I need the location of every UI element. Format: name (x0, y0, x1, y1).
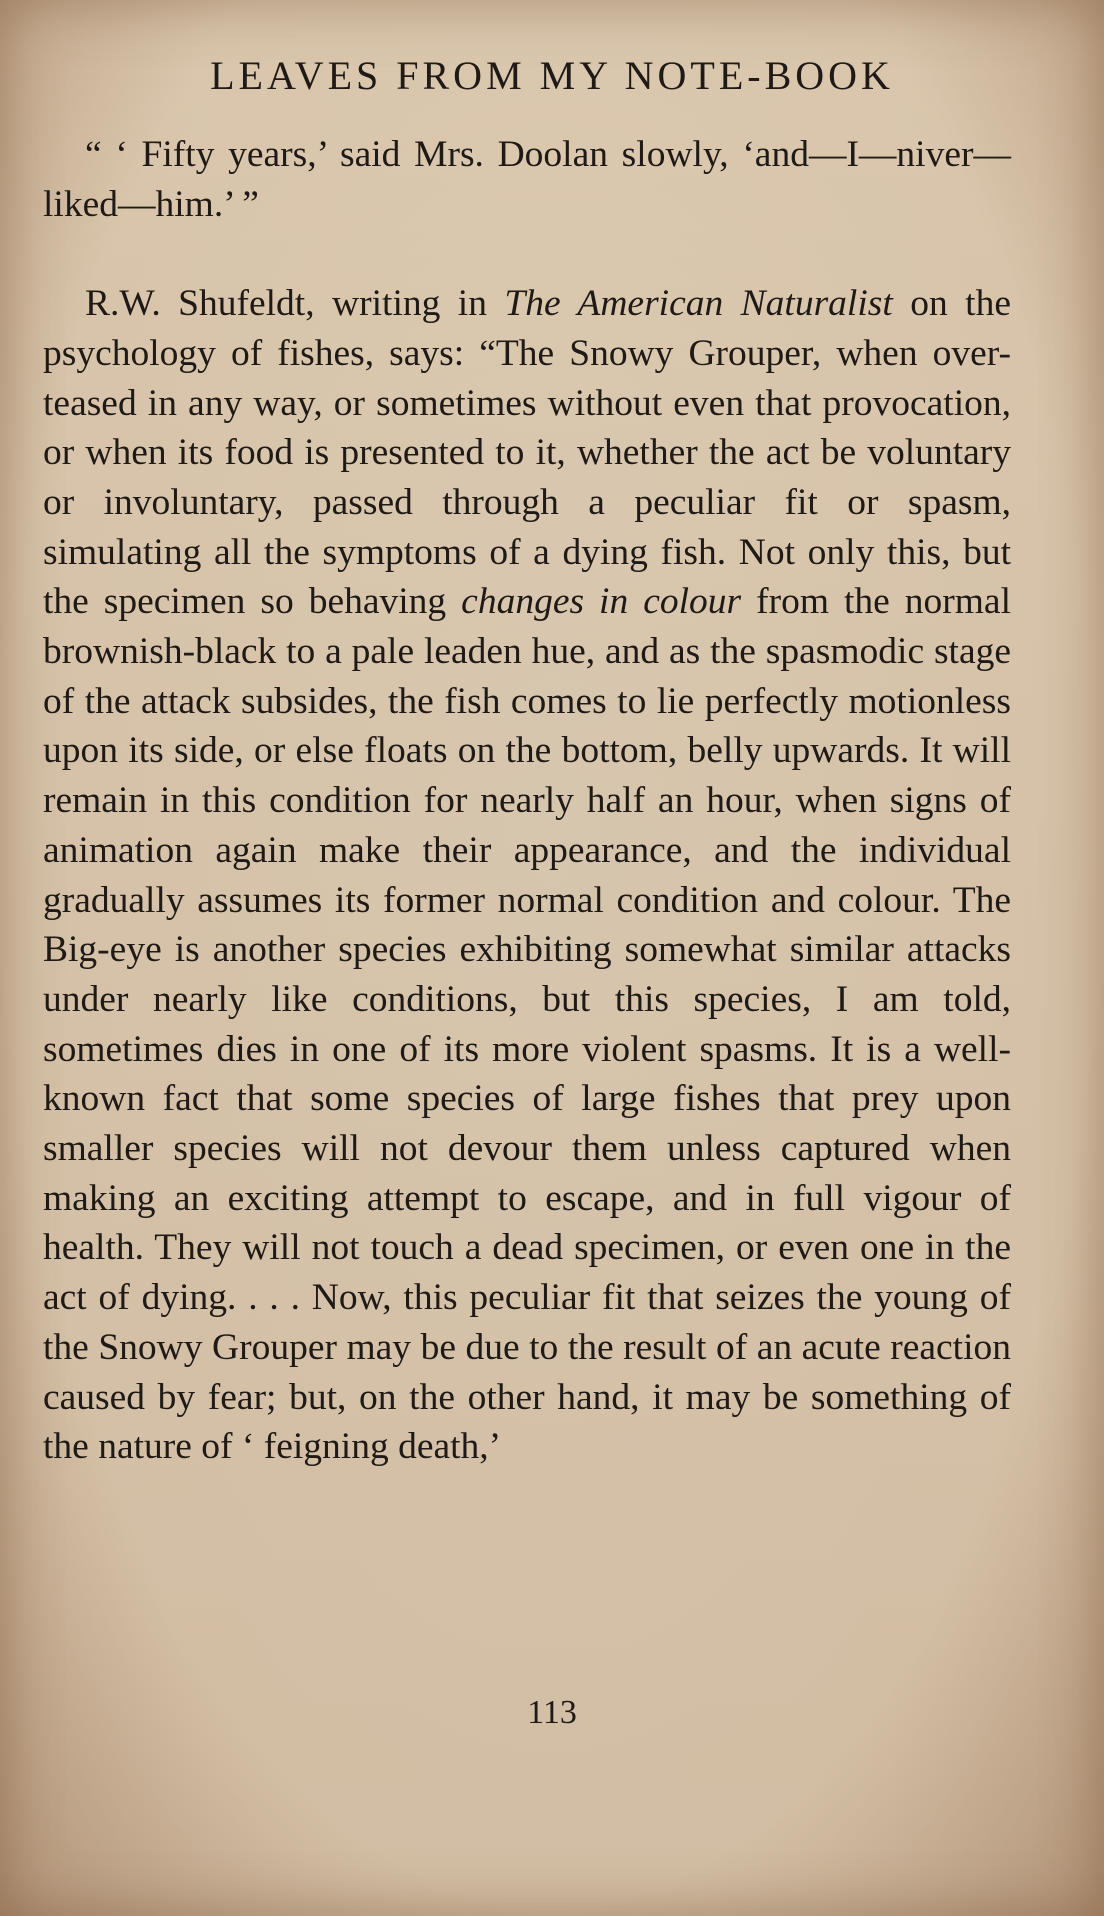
body-text (43, 130, 1011, 1472)
running-head: LEAVES FROM MY NOTE-BOOK (210, 53, 894, 98)
paragraph-shufeldt (43, 279, 1011, 1472)
emphasis-text: changes in colour (461, 581, 742, 623)
journal-title: The American Naturalist (504, 283, 893, 325)
text-run: from the normal brownish-black to a pale leaden hue, and as the spasmodic stage of the attack subsides, the fish comes to lie perfectly motionless upon its side, or else floats on the bottom, belly upwards. It will remain in this condition for nearly half an hour, when signs of animation again make their appearance, and the individual gradually assumes its former normal condition and colour. The Big-eye is another species exhibiting somewhat similar attacks under nearly like conditions, but this species, I am told, sometimes dies in one of its more violent spasms. It is a well-known fact that some species of large fishes that prey upon smaller species will not devour them unless captured when making an exciting attempt to escape, and in full vigour of health. They will not touch a dead specimen, or even one in the act of dying. . . . Now, this peculiar fit that seizes the young of the Snowy Grouper may be due to the result of an acute reaction caused by fear; but, on the other hand, it may be something of the nature of ‘ feigning death,’ (43, 581, 1011, 1468)
text-run: R.W. Shufeldt, writing in (85, 283, 505, 325)
page-number: 113 (527, 1694, 577, 1731)
text-run: on the psychology of fishes, says: “The Snowy Grouper, when over-teased in any way, or sometimes without even that provocation, or when its food is presented to it, whether the act be voluntary or involuntary, passed through a peculiar fit or spasm, simulating all the symptoms of a dying fish. Not only this, but the specimen so behaving (43, 283, 1011, 623)
paragraph-quote: “ ‘ Fifty years,’ said Mrs. Doolan slowly, ‘and—I—niver—liked—him.’ ” (43, 134, 1011, 225)
